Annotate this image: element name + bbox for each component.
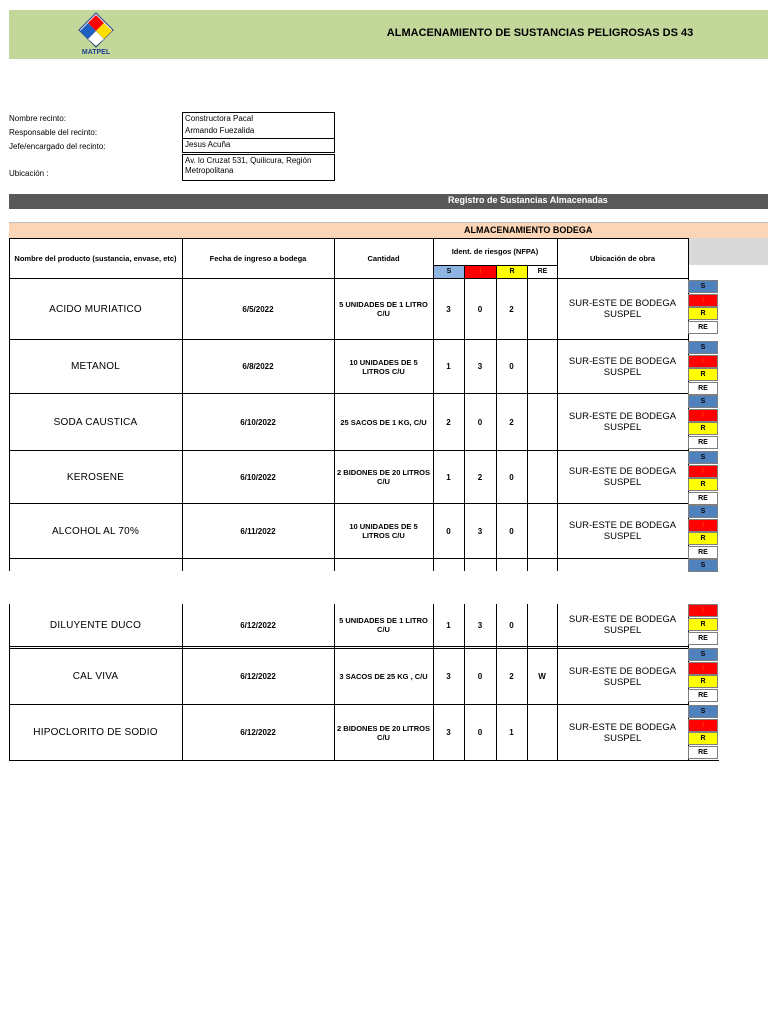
col-header-ubicacion: Ubicación de obra <box>589 253 655 263</box>
grid-vline <box>527 265 528 278</box>
cell-fecha: 6/10/2022 <box>240 417 276 427</box>
nfpa-legend-r: R <box>688 307 718 320</box>
nfpa-legend-re: RE <box>688 321 718 334</box>
cell-re <box>527 394 557 450</box>
grid-vline <box>9 604 10 761</box>
cell-s: 2 <box>446 417 451 427</box>
col-header-riesgos: Ident. de riesgos (NFPA) <box>451 247 539 256</box>
nfpa-legend-i: I <box>688 409 718 422</box>
cell-re <box>527 340 557 393</box>
cell-i: 0 <box>477 304 483 314</box>
cell-producto: METANOL <box>71 361 120 372</box>
grid-hline <box>9 450 688 451</box>
cell-i: 3 <box>477 620 483 630</box>
cell-i: 2 <box>477 472 483 482</box>
nfpa-header-s: S <box>434 265 464 278</box>
grid-hline <box>9 339 688 340</box>
grid-vline <box>433 238 434 278</box>
grid-hline <box>9 238 688 239</box>
nfpa-legend-s: S <box>688 705 718 718</box>
grid-vline <box>688 238 689 278</box>
grid-vline <box>433 278 434 571</box>
nfpa-legend-s: S <box>688 451 718 464</box>
nfpa-legend-re: RE <box>688 546 718 559</box>
nfpa-legend-s: S <box>688 280 718 293</box>
cell-re <box>527 604 557 646</box>
nfpa-legend-re: RE <box>688 492 718 505</box>
gray-side-cell <box>688 238 768 265</box>
cell-cantidad: 10 UNIDADES DE 5 LITROS C/U <box>349 522 418 540</box>
cell-s: 0 <box>446 526 451 536</box>
cell-cantidad: 5 UNIDADES DE 1 LITRO C/U <box>339 616 428 634</box>
cell-cantidad: 5 UNIDADES DE 1 LITRO C/U <box>339 300 428 318</box>
nfpa-legend-re: RE <box>688 689 718 702</box>
section-bar <box>9 194 768 209</box>
cell-producto: ALCOHOL AL 70% <box>51 525 140 537</box>
page-title: ALMACENAMIENTO DE SUSTANCIAS PELIGROSAS DS 43 <box>386 27 694 39</box>
cell-s: 1 <box>446 362 451 371</box>
nfpa-legend-s: S <box>688 505 718 518</box>
cell-cantidad: 10 UNIDADES DE 5 LITROS C/U <box>349 357 418 376</box>
grid-vline <box>557 278 558 571</box>
nfpa-legend-s: S <box>688 395 718 408</box>
responsable-label: Responsable del recinto: <box>9 128 98 137</box>
nfpa-header-i: I <box>465 265 496 278</box>
nfpa-legend-r: R <box>688 368 718 381</box>
grid-vline <box>433 604 434 761</box>
nfpa-legend-re: RE <box>688 382 718 395</box>
cell-s: 3 <box>446 672 451 681</box>
cell-producto: CAL VIVA <box>72 671 119 682</box>
grid-hline <box>9 760 719 761</box>
grid-vline <box>464 278 465 571</box>
cell-fecha: 6/12/2022 <box>240 672 276 681</box>
cell-producto: HIPOCLORITO DE SODIO <box>33 727 158 738</box>
jefe-field[interactable]: Jesus Acuña <box>182 139 335 153</box>
nfpa-legend-r: R <box>688 532 718 545</box>
nfpa-legend-re: RE <box>688 436 718 449</box>
ubicacion-field[interactable]: Av. lo Cruzat 531, Quilicura, Región Metropolitana <box>182 154 335 181</box>
cell-fecha: 6/5/2022 <box>242 304 274 314</box>
nfpa-legend-r: R <box>688 618 718 631</box>
nfpa-legend-i: I <box>688 294 718 307</box>
nfpa-legend-i: I <box>688 662 718 675</box>
cell-producto: ACIDO MURIATICO <box>49 303 142 315</box>
nfpa-legend-i: I <box>688 519 718 532</box>
cell-r: 2 <box>509 304 514 314</box>
grid-hline <box>9 704 688 705</box>
cell-fecha: 6/11/2022 <box>240 526 276 536</box>
grid-vline <box>557 604 558 761</box>
nfpa-legend-i: I <box>688 719 718 732</box>
grid-vline <box>496 278 497 571</box>
cell-cantidad: 2 BIDONES DE 20 LITROS C/U <box>337 468 430 486</box>
grid-vline <box>182 604 183 761</box>
nombre-field[interactable]: Constructora Pacal <box>182 112 335 126</box>
cell-ubicacion: SUR-ESTE DE BODEGA SUSPEL <box>568 466 677 488</box>
cell-ubicacion: SUR-ESTE DE BODEGA SUSPEL <box>568 411 677 433</box>
grid-hline <box>9 648 688 649</box>
grid-vline <box>496 604 497 761</box>
cell-re: W <box>538 672 546 681</box>
cell-i: 3 <box>477 526 483 536</box>
grid-vline <box>182 278 183 571</box>
cell-re <box>527 504 557 558</box>
nfpa-legend-r: R <box>688 732 718 745</box>
cell-fecha: 6/10/2022 <box>240 472 276 482</box>
cell-ubicacion: SUR-ESTE DE BODEGA SUSPEL <box>568 721 677 744</box>
cell-fecha: 6/8/2022 <box>242 362 274 371</box>
cell-ubicacion: SUR-ESTE DE BODEGA SUSPEL <box>568 355 677 378</box>
bodega-bar <box>9 222 768 238</box>
nfpa-header-r: R <box>497 265 527 278</box>
cell-s: 3 <box>446 728 451 737</box>
grid-hline <box>9 278 688 279</box>
grid-vline <box>464 604 465 761</box>
grid-hline <box>9 503 688 504</box>
cell-r: 2 <box>509 417 514 427</box>
grid-hline <box>9 393 688 394</box>
nfpa-header-re: RE <box>537 268 548 275</box>
nfpa-legend-s: S <box>688 559 718 572</box>
cell-i: 0 <box>477 417 483 427</box>
cell-fecha: 6/12/2022 <box>240 728 276 737</box>
cell-cantidad: 3 SACOS DE 25 KG , C/U <box>339 672 428 681</box>
grid-hline <box>9 646 688 647</box>
cell-r: 0 <box>509 526 514 536</box>
nfpa-legend-s: S <box>688 341 718 354</box>
grid-vline <box>334 604 335 761</box>
nfpa-legend-i: I <box>688 355 718 368</box>
cell-i: 3 <box>477 362 483 371</box>
grid-vline <box>334 238 335 278</box>
cell-re <box>527 705 557 760</box>
nfpa-legend-r: R <box>688 422 718 435</box>
grid-vline <box>9 278 10 571</box>
cell-re <box>527 279 557 339</box>
nfpa-legend-i: I <box>688 465 718 478</box>
cell-r: 1 <box>509 728 514 737</box>
cell-producto: KEROSENE <box>66 471 125 483</box>
cell-r: 0 <box>509 620 514 630</box>
cell-r: 0 <box>509 362 514 371</box>
jefe-label: Jefe/encargado del recinto: <box>9 142 106 151</box>
grid-vline <box>182 238 183 278</box>
cell-re <box>527 451 557 503</box>
cell-s: 1 <box>446 472 451 482</box>
logo-text: MATPEL <box>81 49 111 56</box>
col-header-producto: Nombre del producto (sustancia, envase, etc) <box>14 253 177 263</box>
cell-s: 1 <box>446 620 451 630</box>
col-header-cantidad: Cantidad <box>367 253 400 263</box>
grid-vline <box>9 238 10 278</box>
nombre-label: Nombre recinto: <box>9 114 66 123</box>
grid-hline <box>433 265 557 266</box>
cell-r: 2 <box>509 672 514 681</box>
cell-fecha: 6/12/2022 <box>240 620 276 630</box>
bodega-title: ALMACENAMIENTO BODEGA <box>464 225 593 235</box>
cell-ubicacion: SUR-ESTE DE BODEGA SUSPEL <box>568 614 677 636</box>
grid-vline <box>464 265 465 278</box>
cell-cantidad: 25 SACOS DE 1 KG, C/U <box>340 417 427 427</box>
nfpa-legend-re: RE <box>688 632 718 645</box>
cell-i: 0 <box>477 728 483 737</box>
cell-r: 0 <box>509 472 514 482</box>
cell-ubicacion: SUR-ESTE DE BODEGA SUSPEL <box>568 520 677 542</box>
cell-producto: DILUYENTE DUCO <box>49 619 142 631</box>
cell-producto: SODA CAUSTICA <box>53 416 138 428</box>
section-title: Registro de Sustancias Almacenadas <box>448 195 608 205</box>
cell-ubicacion: SUR-ESTE DE BODEGA SUSPEL <box>568 665 677 688</box>
responsable-field[interactable]: Armando Fuezalida <box>182 125 335 139</box>
matpel-logo <box>77 12 115 58</box>
grid-vline <box>496 265 497 278</box>
grid-vline <box>557 238 558 278</box>
nfpa-legend-r: R <box>688 478 718 491</box>
cell-ubicacion: SUR-ESTE DE BODEGA SUSPEL <box>568 298 677 320</box>
cell-i: 0 <box>477 672 483 681</box>
grid-vline <box>527 278 528 571</box>
grid-vline <box>334 278 335 571</box>
cell-s: 3 <box>446 304 451 314</box>
grid-vline <box>527 604 528 761</box>
cell-cantidad: 2 BIDONES DE 20 LITROS C/U <box>337 723 430 742</box>
nfpa-legend-s: S <box>688 648 718 661</box>
nfpa-legend-r: R <box>688 675 718 688</box>
col-header-fecha: Fecha de ingreso a bodega <box>209 253 307 263</box>
ubicacion-label: Ubicación : <box>9 169 49 178</box>
grid-hline <box>9 558 688 559</box>
nfpa-legend-i: I <box>688 604 718 617</box>
nfpa-legend-re: RE <box>688 746 718 759</box>
